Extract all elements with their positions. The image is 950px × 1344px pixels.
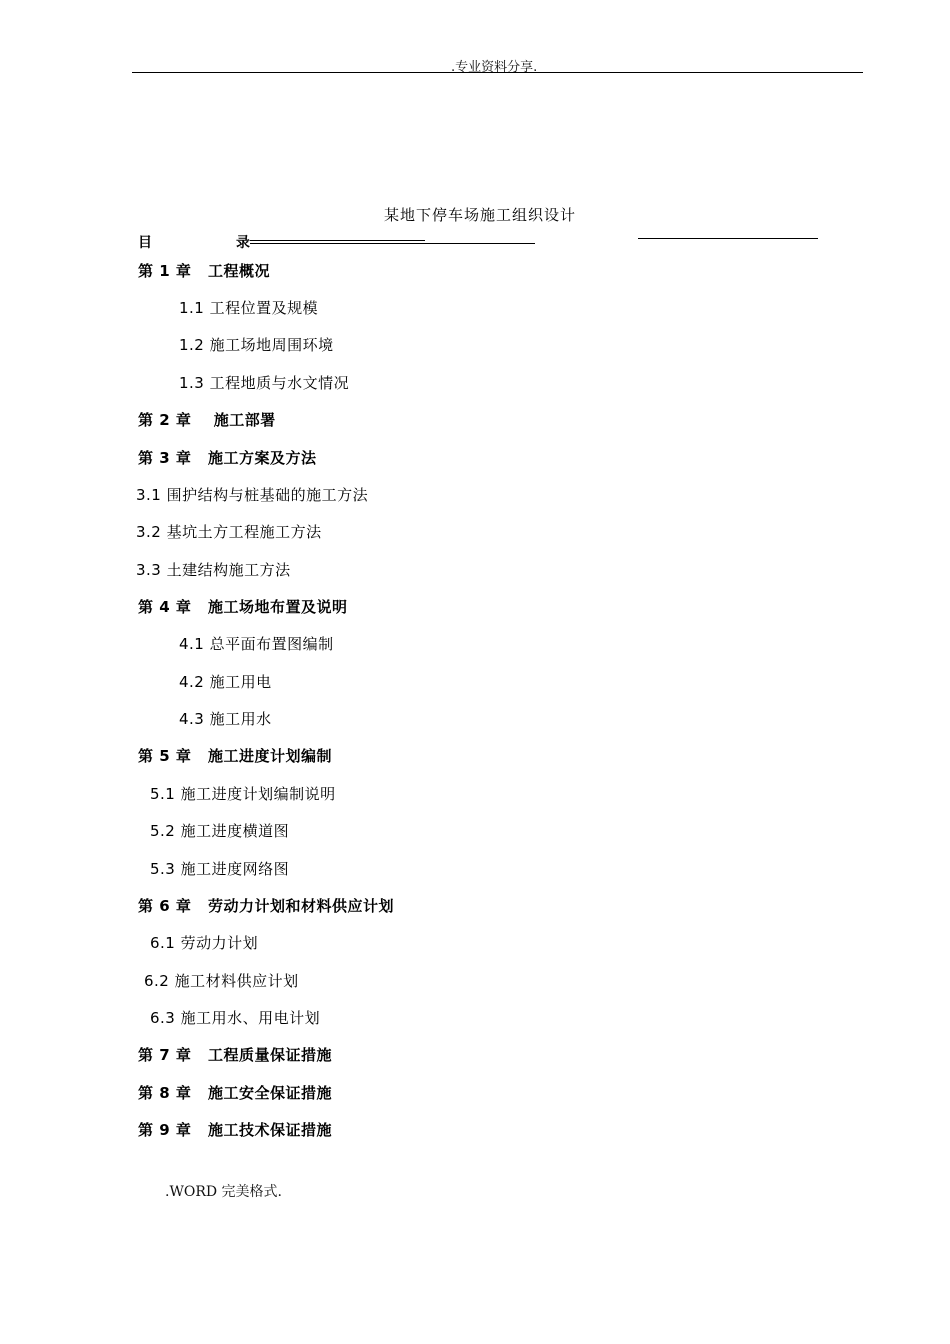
chapter-number: 第 5 章 xyxy=(138,747,192,765)
page-footer-text: .WORD 完美格式. xyxy=(165,1184,282,1200)
toc-section-1-2[interactable]: 1.2 施工场地周围环境 xyxy=(179,336,334,354)
toc-section-6-2[interactable]: 6.2 施工材料供应计划 xyxy=(144,972,299,990)
toc-rule-1 xyxy=(250,240,425,241)
toc-rule-3 xyxy=(638,238,818,239)
chapter-number: 第 9 章 xyxy=(138,1121,192,1139)
chapter-title: 施工进度计划编制 xyxy=(208,747,333,765)
toc-section-4-2[interactable]: 4.2 施工用电 xyxy=(179,673,272,691)
toc-chapter-4[interactable] xyxy=(138,596,348,617)
toc-section-1-3[interactable]: 1.3 工程地质与水文情况 xyxy=(179,374,350,392)
toc-section-5-1[interactable]: 5.1 施工进度计划编制说明 xyxy=(150,785,336,803)
toc-chapter-2[interactable] xyxy=(138,409,276,430)
toc-chapter-1[interactable] xyxy=(138,260,270,281)
toc-chapter-8[interactable] xyxy=(138,1082,332,1103)
toc-section-3-3[interactable]: 3.3 土建结构施工方法 xyxy=(136,561,291,579)
chapter-number: 第 1 章 xyxy=(138,262,192,280)
toc-section-6-3[interactable]: 6.3 施工用水、用电计划 xyxy=(150,1009,321,1027)
page-header-text: .专业资料分享. xyxy=(451,60,538,75)
chapter-number: 第 3 章 xyxy=(138,449,192,467)
toc-section-4-3[interactable]: 4.3 施工用水 xyxy=(179,710,272,728)
chapter-title: 工程概况 xyxy=(208,262,271,280)
chapter-title: 劳动力计划和材料供应计划 xyxy=(208,897,395,915)
toc-chapter-3[interactable] xyxy=(138,447,317,468)
toc-label-right: 录 xyxy=(236,235,250,251)
toc-chapter-7[interactable] xyxy=(138,1044,332,1065)
header-rule xyxy=(132,72,863,73)
toc-section-1-1[interactable]: 1.1 工程位置及规模 xyxy=(179,299,319,317)
toc-chapter-5[interactable] xyxy=(138,745,332,766)
toc-rule-2 xyxy=(250,243,535,244)
chapter-number: 第 2 章 xyxy=(138,411,192,429)
chapter-number: 第 8 章 xyxy=(138,1084,192,1102)
chapter-number: 第 4 章 xyxy=(138,598,192,616)
toc-chapter-9[interactable] xyxy=(138,1119,332,1140)
chapter-number: 第 7 章 xyxy=(138,1046,192,1064)
toc-section-6-1[interactable]: 6.1 劳动力计划 xyxy=(150,934,259,952)
toc-section-3-1[interactable]: 3.1 围护结构与桩基础的施工方法 xyxy=(136,486,369,504)
chapter-title: 施工技术保证措施 xyxy=(208,1121,333,1139)
toc-chapter-6[interactable] xyxy=(138,895,394,916)
toc-section-3-2[interactable]: 3.2 基坑土方工程施工方法 xyxy=(136,523,322,541)
chapter-title: 施工安全保证措施 xyxy=(208,1084,333,1102)
chapter-title: 施工方案及方法 xyxy=(208,449,317,467)
toc-label-left: 目 xyxy=(138,235,152,251)
chapter-title: 工程质量保证措施 xyxy=(208,1046,333,1064)
chapter-title: 施工部署 xyxy=(208,411,276,429)
toc-section-5-3[interactable]: 5.3 施工进度网络图 xyxy=(150,860,290,878)
chapter-number: 第 6 章 xyxy=(138,897,192,915)
toc-section-4-1[interactable]: 4.1 总平面布置图编制 xyxy=(179,635,334,653)
chapter-title: 施工场地布置及说明 xyxy=(208,598,348,616)
toc-section-5-2[interactable]: 5.2 施工进度横道图 xyxy=(150,822,290,840)
document-title: 某地下停车场施工组织设计 xyxy=(383,206,576,224)
